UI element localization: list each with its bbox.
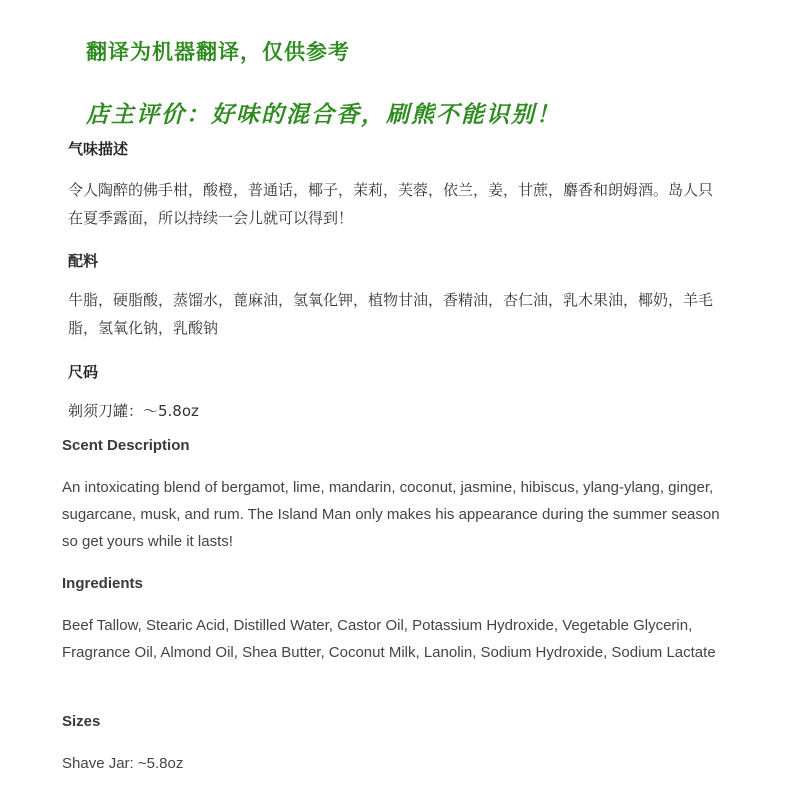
shop-owner-review: 店主评价：好味的混合香，刷熊不能识别！ (86, 102, 561, 128)
cn-ingredients-text: 牛脂，硬脂酸，蒸馏水，蓖麻油，氢氧化钾，植物甘油，香精油，杏仁油，乳木果油，椰奶，羊毛脂，氢氧化钠，乳酸钠 (68, 291, 714, 337)
cn-sizes-text: 剃须刀罐：〜5.8oz (68, 402, 199, 420)
en-scent-heading: Scent Description (62, 437, 190, 454)
cn-ingredients-heading: 配料 (68, 252, 99, 270)
cn-scent-heading: 气味描述 (68, 140, 129, 158)
machine-translation-disclaimer: 翻译为机器翻译，仅供参考 (86, 40, 350, 64)
en-sizes-heading: Sizes (62, 713, 101, 730)
en-sizes-text: Shave Jar: ~5.8oz (62, 755, 184, 772)
en-ingredients-heading: Ingredients (62, 575, 143, 592)
en-scent-text: An intoxicating blend of bergamot, lime, mandarin, coconut, jasmine, hibiscus, ylang-ylang, ginger, sugarcane, musk, and rum. The Island Man only makes his appearance during the summer season so get yours while it lasts! (62, 479, 720, 550)
en-ingredients-text: Beef Tallow, Stearic Acid, Distilled Water, Castor Oil, Potassium Hydroxide, Vegetable Glycerin, Fragrance Oil, Almond Oil, Shea Butter, Coconut Milk, Lanolin, Sodium Hydroxide, Sodium Lactate (62, 617, 716, 661)
cn-sizes-heading: 尺码 (68, 363, 99, 381)
cn-scent-text: 令人陶醉的佛手柑，酸橙，普通话，椰子，茉莉，芙蓉，依兰，姜，甘蔗，麝香和朗姆酒。岛人只在夏季露面，所以持续一会儿就可以得到！ (68, 181, 714, 227)
